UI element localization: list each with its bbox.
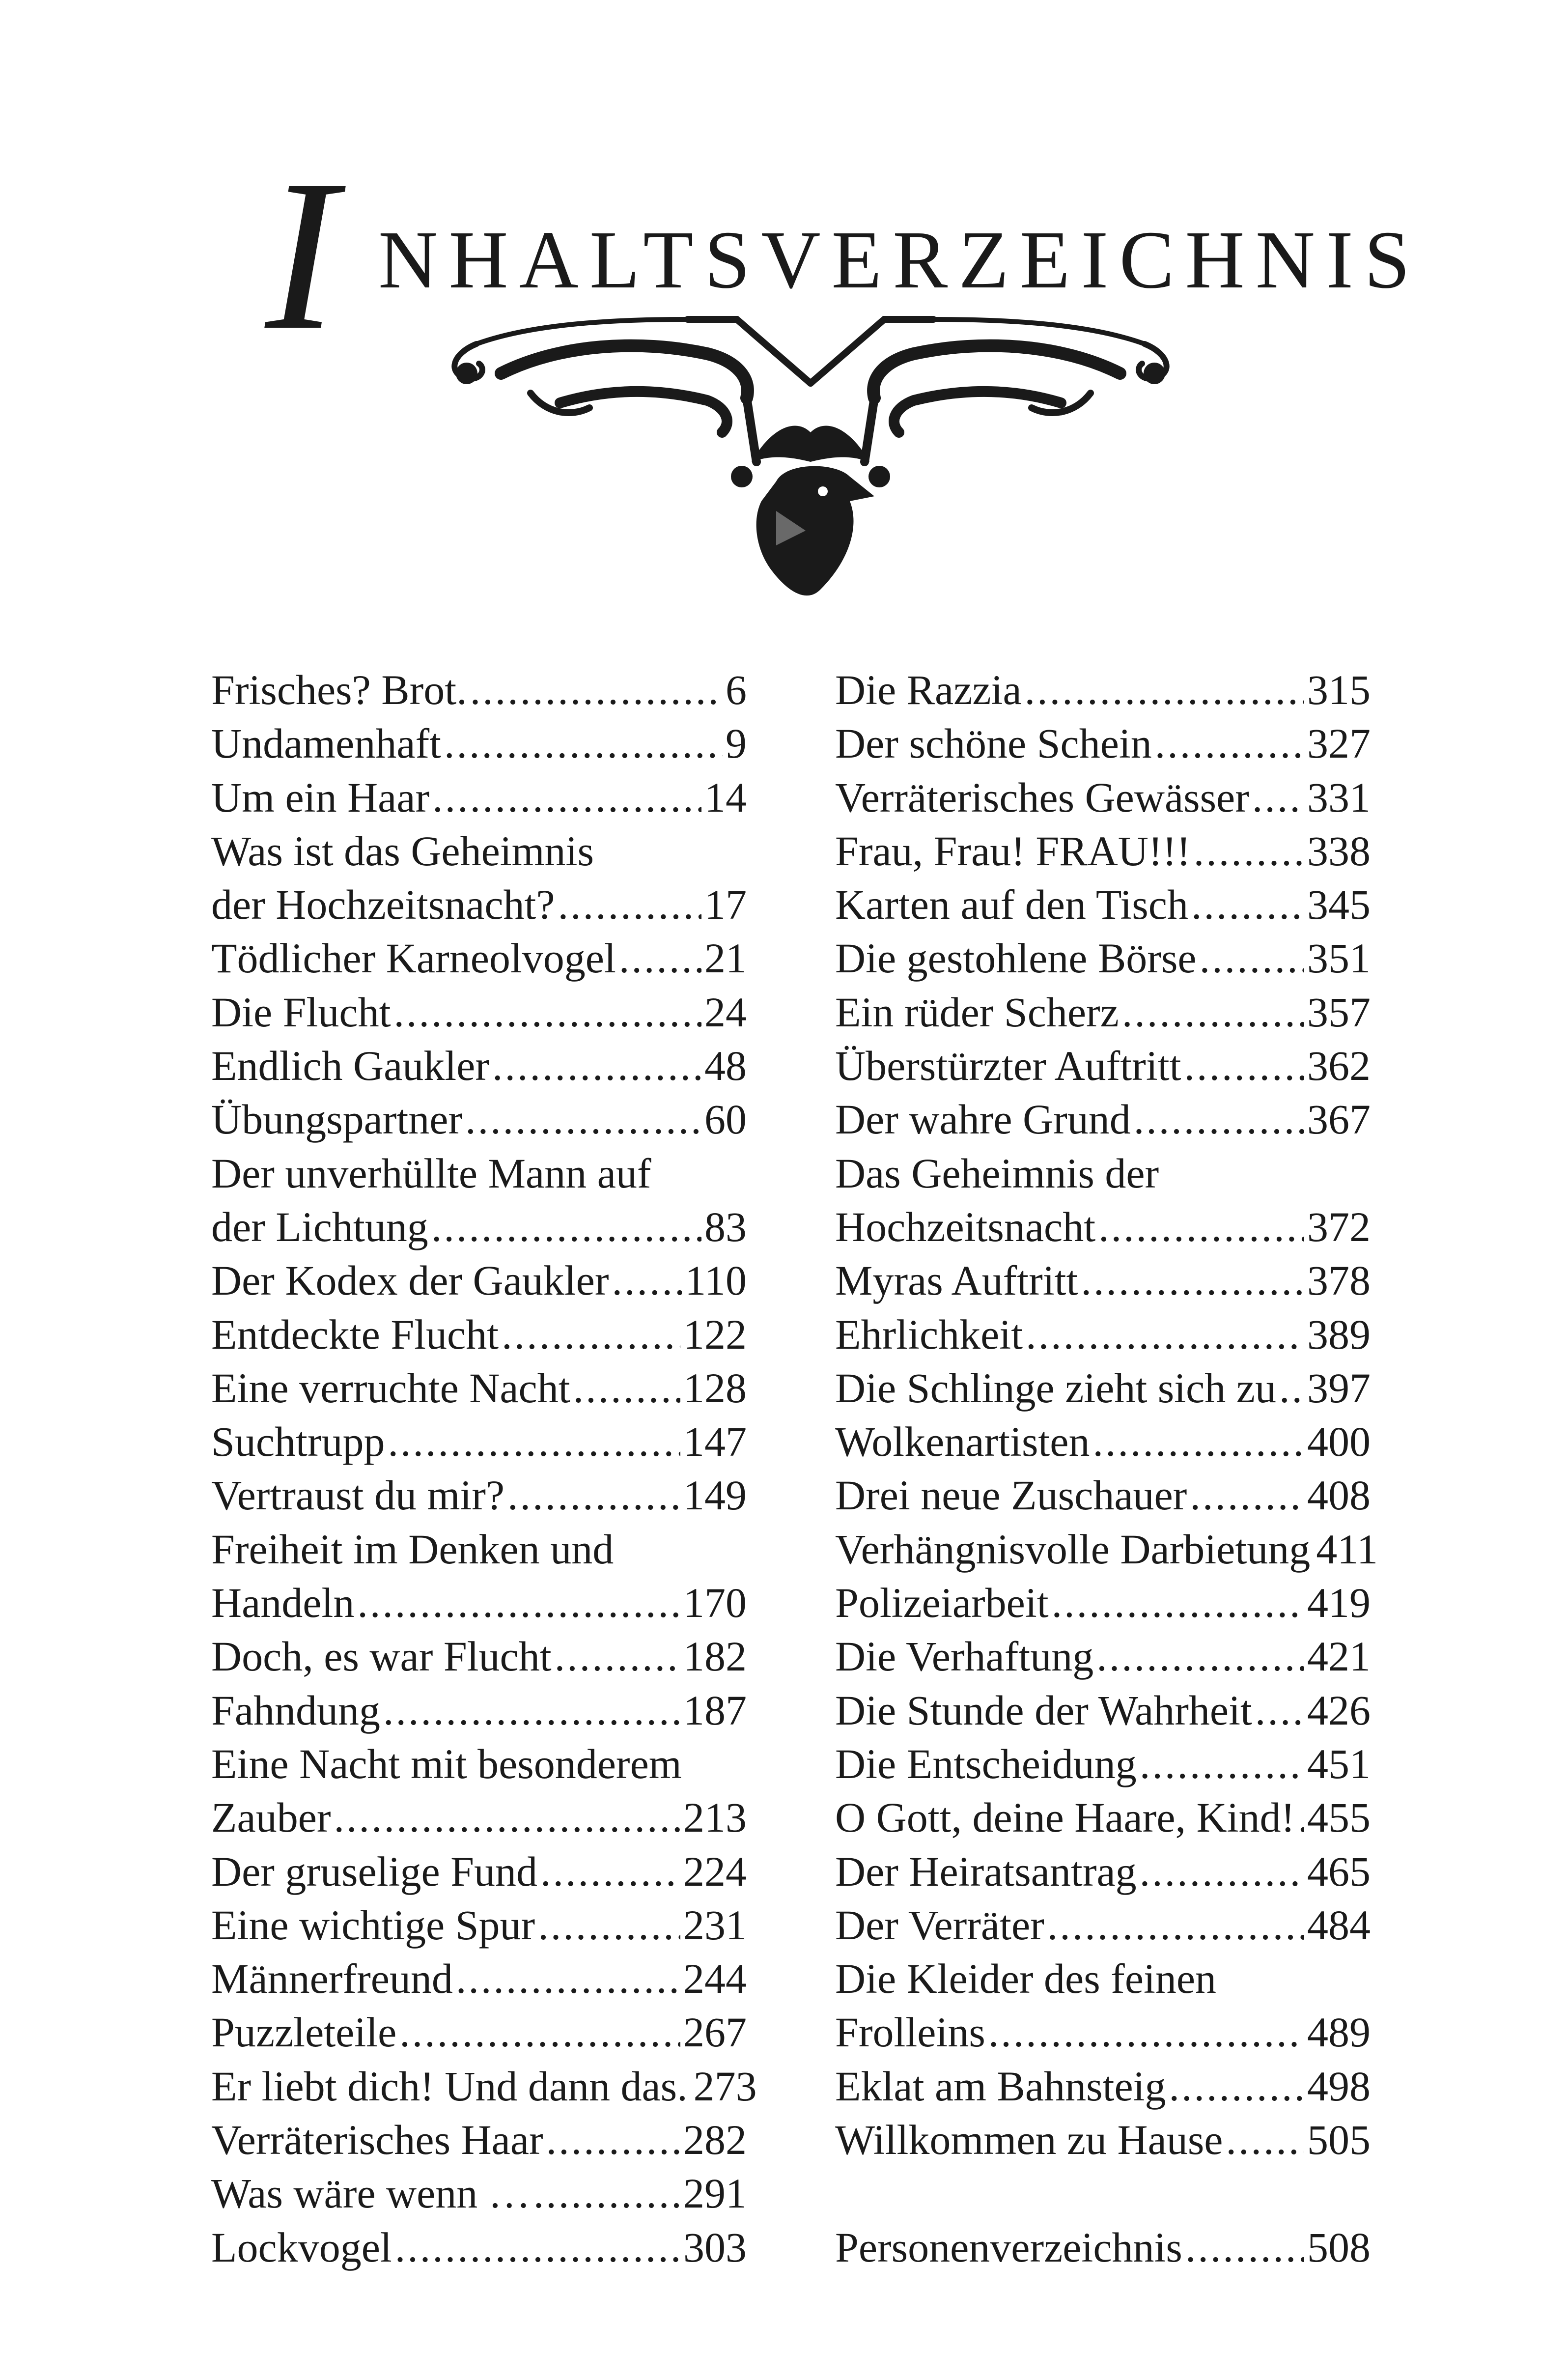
toc-entry-page: 273 xyxy=(693,2062,757,2110)
toc-entry-page: 489 xyxy=(1307,2009,1371,2056)
dot-leader xyxy=(1052,1576,1304,1630)
toc-entry-page: 182 xyxy=(683,1633,747,1680)
toc-entry xyxy=(211,1791,747,1844)
dot-leader xyxy=(399,2006,680,2059)
toc-entry-title: Frisches? Brot. xyxy=(211,666,467,713)
toc-entry-page: 351 xyxy=(1307,935,1371,982)
toc-entry xyxy=(211,1898,747,1952)
toc-entry xyxy=(835,1737,1371,1791)
toc-entry xyxy=(211,2006,747,2059)
dot-leader xyxy=(1184,1039,1304,1093)
toc-entry-title: Die Entscheidung xyxy=(835,1740,1137,1787)
toc-entry-title: Tödlicher Karneolvogel xyxy=(211,935,616,982)
toc-entry-page: 83 xyxy=(704,1203,747,1250)
toc-entry-page: 149 xyxy=(683,1472,747,1519)
toc-entry-page: 122 xyxy=(683,1310,747,1358)
toc-entry xyxy=(835,1469,1371,1522)
toc-entry xyxy=(211,1361,747,1415)
toc-entry-page: 14 xyxy=(704,773,747,821)
toc-entry-page: 372 xyxy=(1307,1203,1371,1250)
toc-entry-title: Suchtrupp xyxy=(211,1418,385,1466)
toc-entry-page: 397 xyxy=(1307,1364,1371,1412)
toc-entry-page: 421 xyxy=(1307,1633,1371,1680)
toc-entry xyxy=(211,2221,747,2274)
toc-entry-page: 357 xyxy=(1307,988,1371,1036)
toc-entry-page: 291 xyxy=(683,2170,747,2217)
toc-entry xyxy=(211,1415,747,1469)
toc-entry-page: 505 xyxy=(1307,2116,1371,2164)
toc-entry xyxy=(211,717,747,770)
dot-leader xyxy=(502,1308,680,1361)
toc-entry xyxy=(835,1898,1371,1952)
toc-entry xyxy=(835,1845,1371,1898)
toc-entry-page: 187 xyxy=(683,1686,747,1734)
dot-leader xyxy=(1134,1093,1304,1146)
dot-leader xyxy=(1191,878,1304,932)
toc-entry xyxy=(835,1630,1371,1683)
toc-entry xyxy=(835,1093,1371,1146)
toc-entry xyxy=(211,1308,747,1361)
dot-leader xyxy=(388,1415,680,1469)
dot-leader xyxy=(555,1630,680,1683)
toc-entry-title: Ehrlichkeit xyxy=(835,1310,1023,1358)
toc-entry-title: Der Heiratsantrag xyxy=(835,1847,1137,1895)
toc-entry xyxy=(211,1952,747,2006)
toc-entry-title: Frolleins xyxy=(835,2009,985,2056)
toc-entry-title: Eine verruchte Nacht xyxy=(211,1364,570,1412)
dot-leader xyxy=(1252,771,1304,824)
toc-entry-title: Polizeiarbeit xyxy=(835,1579,1049,1627)
toc-entry xyxy=(835,986,1371,1039)
toc-entry-title: Der wahre Grund xyxy=(835,1096,1131,1143)
toc-entry-page: 411 xyxy=(1316,1525,1378,1573)
toc-entry-title: Lockvogel xyxy=(211,2223,392,2271)
toc-entry-title: Zauber xyxy=(211,1794,331,1841)
dot-leader xyxy=(1226,2113,1304,2167)
toc-entry-title: Karten auf den Tisch xyxy=(835,881,1188,929)
toc-entry xyxy=(835,1147,1371,1200)
toc-entry-title: Undamenhaft xyxy=(211,720,442,767)
toc-entry-title: Handeln xyxy=(211,1579,355,1627)
toc-entry xyxy=(835,1523,1378,1576)
dot-leader xyxy=(1140,1737,1304,1791)
toc-entry-page: 498 xyxy=(1307,2062,1371,2110)
toc-entry xyxy=(211,932,747,985)
toc-entry-title: Personenverzeichnis xyxy=(835,2223,1182,2271)
toc-entry xyxy=(835,1361,1371,1415)
toc-entry-page: 303 xyxy=(683,2223,747,2271)
toc-entry-page: 389 xyxy=(1307,1310,1371,1358)
dot-leader xyxy=(465,1093,701,1146)
dot-leader xyxy=(1190,1469,1304,1522)
toc-entry xyxy=(835,1952,1371,2006)
toc-entry-title: Überstürzter Auftritt xyxy=(835,1042,1181,1090)
toc-entry-title: Die Razzia xyxy=(835,666,1022,713)
toc-entry xyxy=(835,1200,1371,1254)
toc-entry xyxy=(835,932,1371,985)
dot-leader xyxy=(612,1254,682,1307)
dot-leader xyxy=(507,1469,680,1522)
toc-entry xyxy=(211,1576,747,1630)
dot-leader xyxy=(533,2167,680,2220)
toc-entry-page: 267 xyxy=(683,2009,747,2056)
toc-entry xyxy=(211,1737,747,1791)
toc-entry-page: 9 xyxy=(726,720,747,767)
toc-entry xyxy=(211,2113,747,2167)
toc-entry-title: Die gestohlene Börse xyxy=(835,935,1197,982)
dot-leader xyxy=(492,1039,701,1093)
toc-entry-title: Verhängnisvolle Darbietung xyxy=(835,1525,1311,1573)
dot-leader xyxy=(1155,717,1304,770)
toc-entry xyxy=(211,986,747,1039)
dot-leader xyxy=(383,1684,680,1737)
toc-entry xyxy=(211,2060,757,2113)
toc-entry-title: der Hochzeitsnacht? xyxy=(211,881,555,929)
toc-entry-page: 338 xyxy=(1307,827,1371,875)
toc-entry xyxy=(211,1147,747,1200)
toc-entry xyxy=(835,1415,1371,1469)
toc-entry xyxy=(211,1523,747,1576)
toc-entry-page: 455 xyxy=(1307,1794,1371,1841)
spacer xyxy=(835,2167,1371,2220)
toc-entry-title: Entdeckte Flucht xyxy=(211,1310,499,1358)
dot-leader xyxy=(1200,932,1304,985)
toc-entry-page: 110 xyxy=(685,1257,747,1304)
toc-entry-page: 331 xyxy=(1307,773,1371,821)
toc-entry-page: 213 xyxy=(683,1794,747,1841)
dot-leader xyxy=(1092,1415,1304,1469)
toc-entry-title: Fahndung xyxy=(211,1686,380,1734)
dot-leader xyxy=(432,771,701,824)
toc-entry-page: 224 xyxy=(683,1847,747,1895)
toc-entry xyxy=(211,1254,747,1307)
toc-entry xyxy=(211,1845,747,1898)
toc-entry xyxy=(835,824,1371,878)
dot-leader xyxy=(1169,2060,1304,2113)
toc-entry-page: 24 xyxy=(704,988,747,1036)
toc-entry-page: 451 xyxy=(1307,1740,1371,1787)
toc-entry xyxy=(211,878,747,932)
toc-entry-title: Verräterisches Haar xyxy=(211,2116,543,2164)
dot-leader xyxy=(540,1845,680,1898)
toc-entry-title: Die Schlinge zieht sich zu xyxy=(835,1364,1276,1412)
toc-entry xyxy=(211,1093,747,1146)
toc-entry-title: Willkommen zu Hause xyxy=(835,2116,1223,2164)
toc-entry-title: Vertraust du mir? xyxy=(211,1472,505,1519)
toc-entry-title: Der Kodex der Gaukler xyxy=(211,1257,609,1304)
toc-entry xyxy=(835,1308,1371,1361)
toc-entry-title: Die Stunde der Wahrheit xyxy=(835,1686,1252,1734)
toc-entry xyxy=(211,1200,747,1254)
toc-entry xyxy=(835,1791,1371,1844)
toc-entry xyxy=(835,1039,1371,1093)
toc-entry-title: Eklat am Bahnsteig xyxy=(835,2062,1166,2110)
toc-entry-title: Der gruselige Fund xyxy=(211,1847,537,1895)
toc-entry-title: Ein rüder Scherz xyxy=(835,988,1119,1036)
toc-entry-page: 282 xyxy=(683,2116,747,2164)
toc-entry xyxy=(211,1039,747,1093)
toc-entry-title: Um ein Haar xyxy=(211,773,430,821)
dot-leader xyxy=(1098,1200,1304,1254)
dot-leader xyxy=(357,1576,680,1630)
toc-entry-page: 128 xyxy=(683,1364,747,1412)
toc-entry xyxy=(835,717,1371,770)
toc-entry-page: 244 xyxy=(683,1955,747,2003)
toc-entry xyxy=(211,1630,747,1683)
toc-entry xyxy=(211,824,747,878)
toc-entry-title: Der unverhüllte Mann auf xyxy=(211,1149,651,1197)
toc-right-column xyxy=(835,663,1378,2274)
title-rest: NHALTSVERZEICHNIS xyxy=(378,214,1421,306)
toc-entry-page: 48 xyxy=(704,1042,747,1090)
dot-leader xyxy=(470,663,723,717)
toc-entry-title: Puzzleteile xyxy=(211,2009,397,2056)
dot-leader xyxy=(1298,1791,1304,1844)
toc-entry-page: 170 xyxy=(683,1579,747,1627)
toc-entry xyxy=(835,878,1371,932)
toc-entry-title: Eine wichtige Spur xyxy=(211,1901,535,1949)
toc-entry xyxy=(835,1254,1371,1307)
toc-entry-title: Was wäre wenn … xyxy=(211,2170,531,2217)
dot-leader xyxy=(1185,2221,1304,2274)
toc-entry-title: Die Kleider des feinen xyxy=(835,1955,1217,2003)
toc-entry-page: 419 xyxy=(1307,1579,1371,1627)
toc-entry-title: Der Verräter xyxy=(835,1901,1044,1949)
dot-leader xyxy=(334,1791,680,1844)
toc-entry-title: Wolkenartisten xyxy=(835,1418,1090,1466)
toc-entry-title: Freiheit im Denken und xyxy=(211,1525,614,1573)
toc-entry-title: Hochzeitsnacht xyxy=(835,1203,1096,1250)
dot-leader xyxy=(393,986,701,1039)
toc-entry-title: Der schöne Schein xyxy=(835,720,1152,767)
toc-entry-title: Myras Auftritt xyxy=(835,1257,1078,1304)
dot-leader xyxy=(546,2113,680,2167)
toc-entry xyxy=(211,2167,747,2220)
dot-leader xyxy=(619,932,701,985)
toc-entry xyxy=(835,771,1371,824)
toc-entry-title: Eine Nacht mit besonderem xyxy=(211,1740,682,1787)
toc-entry xyxy=(835,1684,1371,1737)
toc-entry xyxy=(835,2221,1371,2274)
toc-entry-title: Übungspartner xyxy=(211,1096,463,1143)
toc-entry xyxy=(835,2060,1371,2113)
dot-leader xyxy=(1026,1308,1304,1361)
toc-entry-title: Frau, Frau! FRAU!!! xyxy=(835,827,1191,875)
toc-entry-title: Was ist das Geheimnis xyxy=(211,827,594,875)
title-initial: I xyxy=(265,136,337,375)
dot-leader xyxy=(558,878,701,932)
toc-entry-page: 345 xyxy=(1307,881,1371,929)
toc-entry-title: Die Flucht xyxy=(211,988,391,1036)
toc-entry-page: 60 xyxy=(704,1096,747,1143)
toc-entry xyxy=(211,1469,747,1522)
toc-entry-title: Endlich Gaukler xyxy=(211,1042,489,1090)
toc-entry-title: Das Geheimnis der xyxy=(835,1149,1159,1197)
toc-left-column xyxy=(211,663,757,2274)
toc-entry-page: 315 xyxy=(1307,666,1371,713)
toc-entry-page: 147 xyxy=(683,1418,747,1466)
dot-leader xyxy=(1096,1630,1304,1683)
toc-entry-page: 484 xyxy=(1307,1901,1371,1949)
toc-entry-page: 6 xyxy=(726,666,747,713)
dot-leader xyxy=(1081,1254,1304,1307)
dot-leader xyxy=(444,717,723,770)
dot-leader xyxy=(395,2221,680,2274)
toc-entry xyxy=(835,663,1371,717)
toc-entry-page: 327 xyxy=(1307,720,1371,767)
toc-entry-page: 426 xyxy=(1307,1686,1371,1734)
toc-entry-page: 367 xyxy=(1307,1096,1371,1143)
dot-leader xyxy=(431,1200,701,1254)
toc-entry xyxy=(835,2113,1371,2167)
toc-entry-page: 378 xyxy=(1307,1257,1371,1304)
toc-entry xyxy=(835,1576,1371,1630)
toc-entry xyxy=(211,771,747,824)
toc-entry-page: 362 xyxy=(1307,1042,1371,1090)
page-title xyxy=(265,136,1421,375)
toc-entry-title: O Gott, deine Haare, Kind! xyxy=(835,1794,1295,1841)
toc-entry xyxy=(211,663,747,717)
dot-leader xyxy=(538,1898,680,1952)
toc-entry-page: 408 xyxy=(1307,1472,1371,1519)
toc-entry-page: 17 xyxy=(704,881,747,929)
toc-entry-page: 231 xyxy=(683,1901,747,1949)
toc-entry-title: Er liebt dich! Und dann das. xyxy=(211,2062,688,2110)
toc-entry-title: der Lichtung xyxy=(211,1203,428,1250)
toc-entry-title: Männerfreund xyxy=(211,1955,453,2003)
toc-entry-title: Verräterisches Gewässer xyxy=(835,773,1249,821)
toc-entry-title: Die Verhaftung xyxy=(835,1633,1094,1680)
dot-leader xyxy=(988,2006,1304,2059)
toc-entry-title: Drei neue Zuschauer xyxy=(835,1472,1187,1519)
dot-leader xyxy=(1255,1684,1304,1737)
dot-leader xyxy=(573,1361,680,1415)
dot-leader xyxy=(456,1952,680,2006)
toc-entry xyxy=(211,1684,747,1737)
toc-entry-page: 21 xyxy=(704,935,747,982)
toc-entry xyxy=(835,2006,1371,2059)
toc-entry-title: Doch, es war Flucht xyxy=(211,1633,552,1680)
dot-leader xyxy=(1122,986,1304,1039)
dot-leader xyxy=(1194,824,1304,878)
jester-eagle-ornament-icon xyxy=(432,314,1189,609)
toc-entry-page: 400 xyxy=(1307,1418,1371,1466)
dot-leader xyxy=(1025,663,1304,717)
toc-entry-page: 508 xyxy=(1307,2223,1371,2271)
dot-leader xyxy=(1047,1898,1304,1952)
dot-leader xyxy=(1279,1361,1304,1415)
dot-leader xyxy=(1140,1845,1304,1898)
toc-entry-page: 465 xyxy=(1307,1847,1371,1895)
